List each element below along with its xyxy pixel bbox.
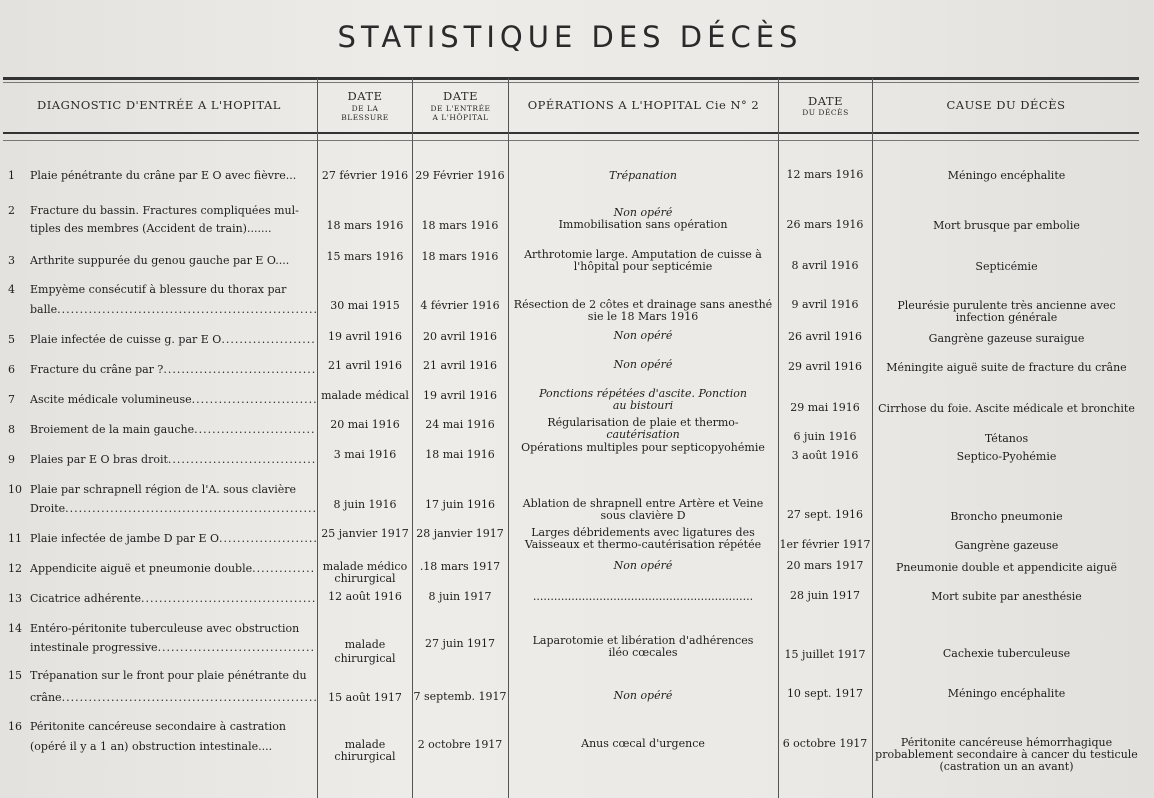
header-sub-label: A L'HÔPITAL [432, 112, 489, 122]
row-number: 5 [8, 334, 15, 346]
header-date-deces [779, 80, 872, 132]
date-entree: 20 avril 1916 [422, 331, 498, 343]
date-blessure: malade médico [322, 561, 408, 573]
cause-text: Gangrène gazeuse [954, 540, 1059, 552]
row-number: 1 [8, 170, 15, 182]
operation-text: sie le 18 Mars 1916 [587, 311, 699, 323]
operation-text: Anus cœcal d'urgence [581, 738, 705, 750]
date-deces: 1er février 1917 [779, 539, 871, 551]
cause-text: Méningo encéphalite [947, 688, 1066, 700]
date-entree: 17 juin 1916 [424, 499, 496, 511]
header-operations [509, 80, 778, 132]
cause-text: Broncho pneumonie [950, 511, 1063, 523]
operation-text: au bistouri [612, 400, 674, 412]
diagnostic-text: Cicatrice adhérente ..... [30, 593, 316, 605]
operation-text: ............................................................... [532, 591, 754, 603]
operation-text: Laparotomie et libération d'adhérences [532, 635, 754, 647]
operation-text: Ponctions répétées d'ascite. Ponction [539, 388, 747, 400]
diagnostic-text: tiples des membres (Accident de train)....... [30, 223, 272, 235]
date-blessure: 25 janvier 1917 [321, 528, 409, 540]
row-number: 16 [8, 721, 22, 733]
date-blessure: 12 août 1916 [328, 591, 402, 603]
row-number: 6 [8, 364, 15, 376]
diagnostic-text: Fracture du crâne par ? ..... [30, 364, 316, 376]
date-deces: 3 août 1916 [791, 450, 859, 462]
diagnostic-text: intestinale progressive ..... [30, 642, 316, 654]
date-entree: 28 janvier 1917 [416, 528, 504, 540]
date-entree: 7 septemb. 1917 [413, 691, 507, 703]
row-number: 14 [8, 623, 22, 635]
header-sub-label: DE LA [351, 103, 379, 113]
cause-text: (castration un an avant) [939, 761, 1074, 773]
diagnostic-text: Plaie infectée de cuisse g. par E O ..... [30, 334, 316, 346]
date-deces: 8 avril 1916 [791, 260, 859, 272]
header-cause-label: CAUSE DU DÉCÈS [946, 98, 1066, 113]
date-blessure: 15 août 1917 [328, 692, 402, 704]
cause-text: Mort subite par anesthésie [931, 591, 1082, 603]
date-blessure: malade médical [321, 390, 409, 402]
page-title: STATISTIQUE DES DÉCÈS [337, 20, 803, 54]
operation-text: Non opéré [613, 560, 673, 572]
operation-text: Ablation de shrapnell entre Artère et Veine [522, 498, 764, 510]
header-sub-label: DU DÉCÈS [802, 108, 849, 118]
operation-text: cautérisation [606, 429, 680, 441]
header-diagnostic [3, 80, 315, 132]
row-number: 13 [8, 593, 22, 605]
diagnostic-text: Appendicite aiguë et pneumonie double ..... [30, 563, 316, 575]
date-blessure: 18 mars 1916 [326, 220, 404, 232]
header-sub-label: DE L'ENTRÉE [430, 103, 491, 113]
cause-text: Septicémie [975, 261, 1038, 273]
date-deces: 27 sept. 1916 [786, 509, 864, 521]
cause-text: Pleurésie purulente très ancienne avec [897, 300, 1116, 312]
header-date-blessure [318, 80, 412, 132]
cause-text: Mort brusque par embolie [933, 220, 1080, 232]
operation-text: Non opéré [613, 359, 673, 371]
date-deces: 10 sept. 1917 [786, 688, 864, 700]
date-blessure: 27 février 1916 [321, 170, 409, 182]
date-deces: 29 avril 1916 [787, 361, 863, 373]
date-deces: 26 avril 1916 [787, 331, 863, 343]
date-blessure: chirurgical [334, 573, 396, 585]
header-date-label: DATE [443, 89, 478, 104]
row-number: 9 [8, 454, 15, 466]
date-entree: 18 mars 1916 [421, 251, 499, 263]
date-entree: 2 octobre 1917 [417, 739, 503, 751]
date-entree: 24 mai 1916 [425, 419, 495, 431]
row-number: 15 [8, 670, 22, 682]
operation-text: Arthrotomie large. Amputation de cuisse à [524, 249, 762, 261]
row-number: 3 [8, 255, 15, 267]
diagnostic-text: Péritonite cancéreuse secondaire à castration [30, 721, 286, 733]
date-entree: 27 juin 1917 [424, 638, 496, 650]
operation-text: Trépanation [609, 170, 677, 182]
date-entree: 18 mars 1916 [421, 220, 499, 232]
date-entree: 29 Février 1916 [415, 170, 505, 182]
date-entree: 19 avril 1916 [422, 390, 498, 402]
date-deces: 20 mars 1917 [786, 560, 864, 572]
date-deces: 15 juillet 1917 [784, 649, 866, 661]
diagnostic-text: Entéro-péritonite tuberculeuse avec obstruction [30, 623, 300, 635]
date-deces: 9 avril 1916 [791, 299, 859, 311]
row-number: 11 [8, 533, 22, 545]
cause-text: Cachexie tuberculeuse [942, 648, 1071, 660]
column-divider [317, 78, 318, 798]
cause-text: Méningo encéphalite [947, 170, 1066, 182]
diagnostic-text: Fracture du bassin. Fractures compliquées mul- [30, 205, 299, 217]
row-number: 12 [8, 563, 22, 575]
date-blessure: malade [344, 639, 386, 651]
row-number: 2 [8, 205, 15, 217]
diagnostic-text: Plaie pénétrante du crâne par E O avec fièvre... [30, 170, 297, 182]
header-operations-label: OPÉRATIONS A L'HOPITAL Cie N° 2 [527, 98, 760, 113]
date-entree: 4 février 1916 [420, 300, 500, 312]
operation-text: Larges débridements avec ligatures des [531, 527, 755, 539]
header-date-label: DATE [347, 89, 383, 104]
date-blessure: 15 mars 1916 [326, 251, 404, 263]
operation-text: Non opéré [613, 690, 673, 702]
header-diagnostic-label: DIAGNOSTIC D'ENTRÉE A L'HOPITAL [37, 98, 281, 113]
cause-text: probablement secondaire à cancer du testicule [875, 749, 1138, 761]
date-entree: 8 juin 1917 [428, 591, 492, 603]
date-deces: 12 mars 1916 [786, 169, 864, 181]
date-deces: 28 juin 1917 [789, 590, 861, 602]
cause-text: Pneumonie double et appendicite aiguë [895, 562, 1118, 574]
operation-text: Régularisation de plaie et thermo- [547, 417, 739, 429]
cause-text: infection générale [955, 312, 1058, 324]
header-bottom-rule-thin [3, 140, 1139, 141]
date-blessure: chirurgical [334, 751, 396, 763]
diagnostic-text: Trépanation sur le front pour plaie pénétrante du [30, 670, 307, 682]
operation-text: Opérations multiples pour septicopyohémie [521, 442, 765, 454]
operation-text: Non opéré [613, 207, 673, 219]
header-cause [873, 80, 1139, 132]
operation-text: Non opéré [613, 330, 673, 342]
header-date-entree [413, 80, 508, 132]
diagnostic-text: Empyème consécutif à blessure du thorax par [30, 284, 287, 296]
date-deces: 6 octobre 1917 [782, 738, 868, 750]
date-entree: 21 avril 1916 [422, 360, 498, 372]
row-number: 7 [8, 394, 15, 406]
operation-text: Résection de 2 côtes et drainage sans anesthé [513, 299, 773, 311]
date-blessure: 30 mai 1915 [330, 300, 400, 312]
date-blessure: 3 mai 1916 [333, 449, 397, 461]
date-blessure: malade [344, 739, 386, 751]
diagnostic-text: Plaie infectée de jambe D par E O ..... [30, 533, 316, 545]
operation-text: Immobilisation sans opération [558, 219, 728, 231]
diagnostic-text: balle ..... [30, 304, 316, 316]
diagnostic-text: Plaie par schrapnell région de l'A. sous clavière [30, 484, 297, 496]
cause-text: Cirrhose du foie. Ascite médicale et bronchite [878, 403, 1135, 415]
diagnostic-text: Droite ..... [30, 503, 316, 515]
cause-text: Méningite aiguë suite de fracture du crâne [886, 362, 1127, 374]
row-number: 10 [8, 484, 22, 496]
diagnostic-text: Plaies par E O bras droit ..... [30, 454, 316, 466]
date-entree: 18 mai 1916 [425, 449, 495, 461]
date-blessure: 8 juin 1916 [333, 499, 397, 511]
diagnostic-text: Broiement de la main gauche ..... [30, 424, 316, 436]
operation-text: l'hôpital pour septicémie [573, 261, 713, 273]
date-blessure: 19 avril 1916 [327, 331, 403, 343]
diagnostic-text: (opéré il y a 1 an) obstruction intestinale.... [30, 741, 273, 753]
date-blessure: chirurgical [334, 653, 396, 665]
row-number: 8 [8, 424, 15, 436]
diagnostic-text: Ascite médicale volumineuse ..... [30, 394, 316, 406]
header-sub-label: BLESSURE [341, 112, 389, 122]
operation-text: iléo cœcales [608, 647, 678, 659]
cause-text: Péritonite cancéreuse hémorrhagique [900, 737, 1113, 749]
date-deces: 29 mai 1916 [790, 402, 860, 414]
date-blessure: 21 avril 1916 [327, 360, 403, 372]
date-entree: .18 mars 1917 [419, 561, 501, 573]
header-bottom-rule [3, 132, 1139, 134]
operation-text: Vaisseaux et thermo-cautérisation répétée [524, 539, 762, 551]
diagnostic-text: Arthrite suppurée du genou gauche par E O.... [30, 255, 290, 267]
cause-text: Septico-Pyohémie [956, 451, 1057, 463]
row-number: 4 [8, 284, 15, 296]
cause-text: Gangrène gazeuse suraigue [928, 333, 1085, 345]
column-divider [412, 78, 413, 798]
date-blessure: 20 mai 1916 [330, 419, 400, 431]
cause-text: Tétanos [984, 433, 1029, 445]
date-deces: 26 mars 1916 [786, 219, 864, 231]
header-date-label: DATE [808, 93, 843, 108]
diagnostic-text: crâne ..... [30, 692, 316, 704]
date-deces: 6 juin 1916 [793, 431, 857, 443]
operation-text: sous clavière D [600, 510, 686, 522]
